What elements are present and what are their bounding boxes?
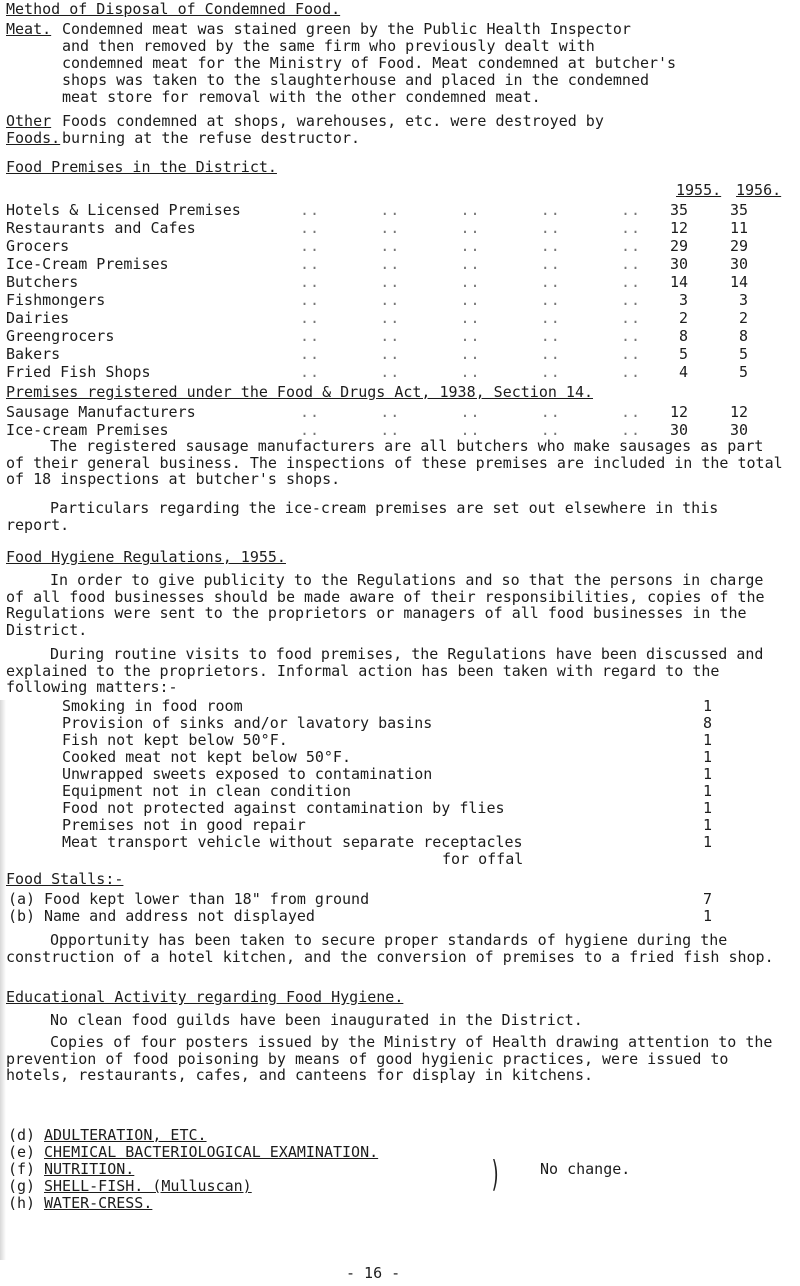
list-bracket: ) [490, 1154, 501, 1195]
matter-text: Meat transport vehicle without separate receptacles [62, 833, 523, 851]
matter-text: Provision of sinks and/or lavatory basins [62, 714, 433, 732]
matter-count: 1 [702, 833, 712, 851]
meat-line-4: shops was taken to the slaughterhouse and placed in the condemned [62, 71, 649, 89]
premises-row-1956: 14 [729, 273, 748, 291]
registered-row-name: Ice-cream Premises [6, 421, 169, 439]
premises-row-1955: 12 [669, 219, 688, 237]
leader-dots: .. .. .. .. .. [300, 403, 642, 421]
other-line-2: burning at the refuse destructor. [62, 129, 361, 147]
premises-row-1955: 8 [678, 327, 688, 345]
leader-dots: .. .. .. .. .. [300, 255, 642, 273]
stall-label: (b) [8, 907, 36, 925]
meat-line-3: condemned meat for the Ministry of Food. Meat condemned at butcher's [62, 54, 677, 72]
matter-count: 1 [702, 697, 712, 715]
matter-count: 8 [702, 714, 712, 732]
list-label: (h) [8, 1194, 36, 1212]
stall-text: Food kept lower than 18" from ground [44, 890, 370, 908]
premises-row-name: Fishmongers [6, 291, 106, 309]
leader-dots: .. .. .. .. .. [300, 273, 642, 291]
page-number: - 16 - [346, 1264, 401, 1282]
registered-row-1956: 30 [729, 421, 748, 439]
premises-row-1956: 35 [729, 201, 748, 219]
leader-dots: .. .. .. .. .. [300, 237, 642, 255]
premises-title: Food Premises in the District. [6, 158, 277, 176]
premises-row-1956: 8 [738, 327, 748, 345]
premises-row-name: Grocers [6, 237, 70, 255]
heading-disposal: Method of Disposal of Condemned Food. [6, 0, 341, 18]
meat-line-5: meat store for removal with the other condemned meat. [62, 88, 541, 106]
premises-row-1956: 5 [738, 363, 748, 381]
premises-row-name: Dairies [6, 309, 70, 327]
premises-row-name: Greengrocers [6, 327, 115, 345]
no-change-note: No change. [540, 1160, 631, 1178]
registered-row-1955: 30 [669, 421, 688, 439]
matters-continuation: for offal [442, 850, 524, 868]
premises-row-name: Restaurants and Cafes [6, 219, 196, 237]
premises-row-1956: 3 [738, 291, 748, 309]
list-label: (f) [8, 1160, 36, 1178]
matter-text: Cooked meat not kept below 50°F. [62, 748, 351, 766]
other-line-1: Foods condemned at shops, warehouses, etc. were destroyed by [62, 112, 604, 130]
meat-label: Meat. [6, 20, 52, 38]
leader-dots: .. .. .. .. .. [300, 327, 642, 345]
premises-row-name: Fried Fish Shops [6, 363, 151, 381]
premises-row-1955: 30 [669, 255, 688, 273]
matter-count: 1 [702, 782, 712, 800]
matter-text: Food not protected against contamination by flies [62, 799, 505, 817]
stall-label: (a) [8, 890, 36, 908]
premises-row-1956: 11 [729, 219, 748, 237]
year-1956: 1956. [736, 181, 782, 199]
premises-row-1955: 4 [678, 363, 688, 381]
matter-count: 1 [702, 765, 712, 783]
premises-row-1955: 35 [669, 201, 688, 219]
premises-row-1955: 3 [678, 291, 688, 309]
hygiene-para-2: During routine visits to food premises, the Regulations have been discussed and explained to the proprietors. Informal action has been taken with regard to the following matters:- [6, 645, 764, 696]
registered-row-name: Sausage Manufacturers [6, 403, 196, 421]
matter-count: 1 [702, 816, 712, 834]
meat-line-2: and then removed by the same firm who previously dealt with [62, 37, 595, 55]
leader-dots: .. .. .. .. .. [300, 345, 642, 363]
matter-text: Unwrapped sweets exposed to contamination [62, 765, 433, 783]
list-text: NUTRITION. [44, 1160, 135, 1178]
leader-dots: .. .. .. .. .. [300, 201, 642, 219]
premises-row-1955: 14 [669, 273, 688, 291]
scan-edge-shadow [0, 700, 6, 1260]
hygiene-para-3: Opportunity has been taken to secure proper standards of hygiene during the construction of a hotel kitchen, and the conversion of premises to a fried fish shop. [6, 931, 774, 966]
leader-dots: .. .. .. .. .. [300, 309, 642, 327]
premises-row-1956: 5 [738, 345, 748, 363]
matter-text: Equipment not in clean condition [62, 782, 351, 800]
premises-row-1955: 2 [678, 309, 688, 327]
list-text: CHEMICAL BACTERIOLOGICAL EXAMINATION. [44, 1143, 379, 1161]
matter-text: Fish not kept below 50°F. [62, 731, 288, 749]
list-text: WATER-CRESS. [44, 1194, 153, 1212]
para-sausage: The registered sausage manufacturers are all butchers who make sausages as part of their general business. The inspections of these premises are included in the total of 18 inspections at butcher's shops. [6, 437, 783, 488]
premises-row-1955: 29 [669, 237, 688, 255]
matter-text: Smoking in food room [62, 697, 243, 715]
premises-row-1956: 30 [729, 255, 748, 273]
meat-line-1: Condemned meat was stained green by the Public Health Inspector [62, 20, 631, 38]
list-label: (g) [8, 1177, 36, 1195]
premises-row-1955: 5 [678, 345, 688, 363]
premises-row-name: Ice-Cream Premises [6, 255, 169, 273]
education-para-2: Copies of four posters issued by the Ministry of Health drawing attention to the prevention of food poisoning by means of good hygienic practices, were issued to hotels, restaurants, cafes, and canteens for display in kitchens. [6, 1033, 773, 1084]
hygiene-title: Food Hygiene Regulations, 1955. [6, 548, 286, 566]
list-text: ADULTERATION, ETC. [44, 1126, 207, 1144]
premises-row-name: Hotels & Licensed Premises [6, 201, 241, 219]
other-label-1: Other [6, 112, 52, 130]
leader-dots: .. .. .. .. .. [300, 291, 642, 309]
stalls-title: Food Stalls:- [6, 870, 124, 888]
premises-row-name: Bakers [6, 345, 61, 363]
stall-text: Name and address not displayed [44, 907, 315, 925]
matter-count: 1 [702, 799, 712, 817]
matter-text: Premises not in good repair [62, 816, 306, 834]
stall-count: 1 [702, 907, 712, 925]
leader-dots: .. .. .. .. .. [300, 421, 642, 439]
leader-dots: .. .. .. .. .. [300, 219, 642, 237]
other-label-2: Foods. [6, 129, 61, 147]
premises-row-1956: 2 [738, 309, 748, 327]
list-label: (d) [8, 1126, 36, 1144]
para-icecream: Particulars regarding the ice-cream premises are set out elsewhere in this report. [6, 499, 719, 534]
stall-count: 7 [702, 890, 712, 908]
list-text: SHELL-FISH. (Mulluscan) [44, 1177, 252, 1195]
premises-row-name: Butchers [6, 273, 79, 291]
registered-title: Premises registered under the Food & Drugs Act, 1938, Section 14. [6, 383, 593, 401]
leader-dots: .. .. .. .. .. [300, 363, 642, 381]
registered-row-1956: 12 [729, 403, 748, 421]
hygiene-para-1: In order to give publicity to the Regulations and so that the persons in charge of all food businesses should be made aware of their responsibilities, copies of the Regulations were sent to the proprietors or managers of all food businesses in the District. [6, 571, 765, 639]
education-para-1: No clean food guilds have been inaugurated in the District. [50, 1011, 583, 1029]
registered-row-1955: 12 [669, 403, 688, 421]
premises-row-1956: 29 [729, 237, 748, 255]
matter-count: 1 [702, 731, 712, 749]
education-title: Educational Activity regarding Food Hygiene. [6, 988, 404, 1006]
list-label: (e) [8, 1143, 36, 1161]
year-1955: 1955. [676, 181, 722, 199]
matter-count: 1 [702, 748, 712, 766]
